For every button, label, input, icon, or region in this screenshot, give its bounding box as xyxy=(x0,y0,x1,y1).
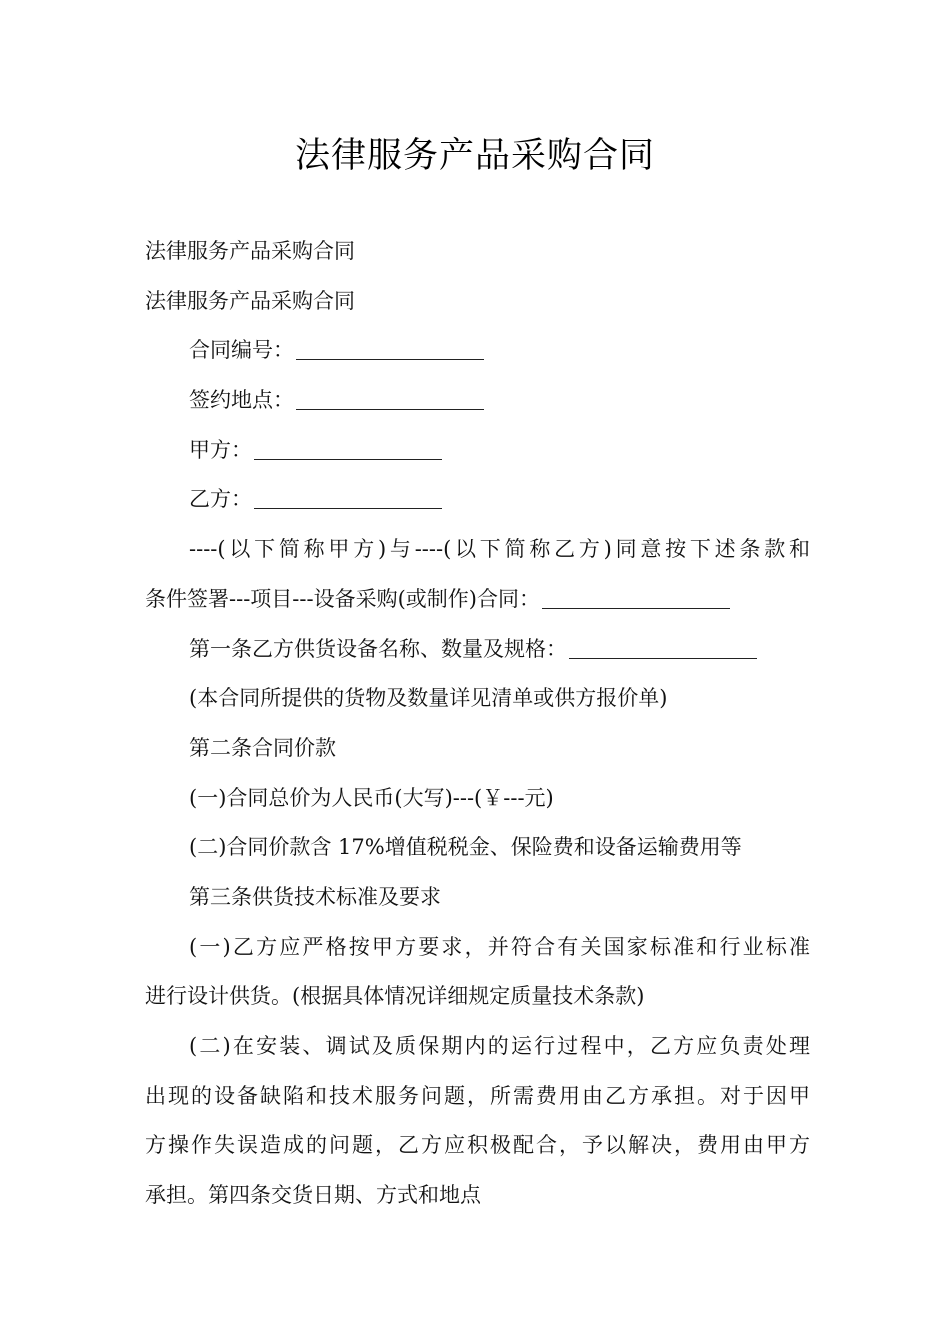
article-1-text: 第一条乙方供货设备名称、数量及规格： xyxy=(189,636,567,661)
subtitle-line-1: 法律服务产品采购合同 xyxy=(145,239,355,263)
party-a-row xyxy=(145,426,810,476)
article-3-title: 第三条供货技术标准及要求 xyxy=(189,884,441,909)
sign-place-row xyxy=(145,376,810,426)
article-2-title: 第二条合同价款 xyxy=(189,735,336,760)
project-blank xyxy=(542,607,730,609)
sign-place-blank xyxy=(296,408,484,410)
article-3-item-1-line-2: 进行设计供货。(根据具体情况详细规定质量技术条款) xyxy=(145,984,645,1009)
article-3-item-2-line-2: 出现的设备缺陷和技术服务问题，所需费用由乙方承担。对于因甲 xyxy=(145,1083,810,1108)
equipment-blank xyxy=(569,657,757,659)
party-b-label: 乙方： xyxy=(189,487,252,512)
party-a-label: 甲方： xyxy=(189,437,252,462)
document-body xyxy=(145,227,810,1221)
document-title: 法律服务产品采购合同 xyxy=(294,136,655,176)
intro-line-1: ----(以下简称甲方)与----(以下简称乙方)同意按下述条款和 xyxy=(189,537,810,562)
party-b-row xyxy=(145,475,810,525)
article-2-item-2: (二)合同价款含 17%增值税税金、保险费和设备运输费用等 xyxy=(189,835,742,860)
intro-line-2: 条件签署---项目---设备采购(或制作)合同： xyxy=(145,586,540,611)
article-3-item-1-line-1: (一)乙方应严格按甲方要求，并符合有关国家标准和行业标准 xyxy=(189,934,810,959)
subtitle-line-2: 法律服务产品采购合同 xyxy=(145,288,355,313)
party-a-blank xyxy=(254,458,442,460)
article-3-item-2-line-1: (二)在安装、调试及质保期内的运行过程中，乙方应负责处理 xyxy=(189,1034,810,1058)
article-2-item-1: (一)合同总价为人民币(大写)---(￥---元) xyxy=(189,785,554,810)
sign-place-label: 签约地点： xyxy=(189,388,294,413)
party-b-blank xyxy=(254,507,442,509)
article-3-item-2-line-4: 承担。第四条交货日期、方式和地点 xyxy=(145,1183,481,1208)
article-3-item-2-line-3: 方操作失误造成的问题，乙方应积极配合，予以解决，费用由甲方 xyxy=(145,1133,810,1158)
article-1-note: (本合同所提供的货物及数量详见清单或供方报价单) xyxy=(189,686,668,711)
contract-number-row xyxy=(145,326,810,376)
intro-line-2-row xyxy=(145,575,810,625)
contract-number-label: 合同编号： xyxy=(189,338,294,363)
contract-number-blank xyxy=(296,358,484,360)
article-1-row xyxy=(145,625,810,675)
